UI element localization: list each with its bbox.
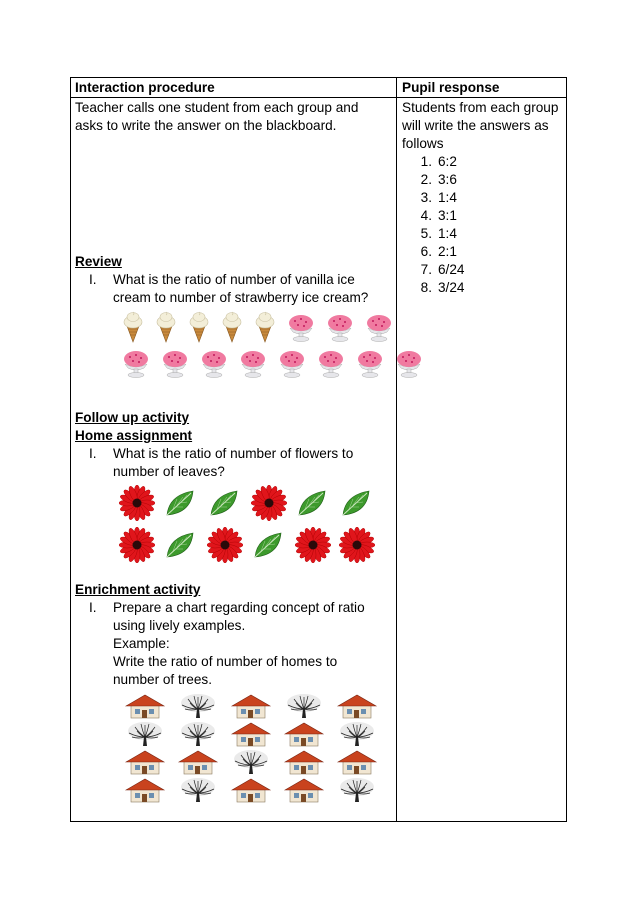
review-heading: Review <box>75 254 122 269</box>
answer-item <box>402 171 564 189</box>
response-line: Students from each group <box>402 100 559 115</box>
answer-value: 3:6 <box>438 172 457 187</box>
intro-line: Teacher calls one student from each group and <box>75 100 359 115</box>
answer-number: 7. <box>420 262 432 277</box>
home-assignment-heading: Home assignment <box>75 428 193 443</box>
answer-value: 1:4 <box>438 190 457 205</box>
house-icon <box>282 777 326 803</box>
answer-number: 2. <box>420 172 432 187</box>
answer-value: 3:1 <box>438 208 457 223</box>
homes-trees-row <box>123 693 390 719</box>
review-question-line: What is the ratio of number of vanilla ice <box>113 272 355 287</box>
answer-item <box>402 279 564 297</box>
answer-item <box>402 189 564 207</box>
flower-icon <box>295 527 331 563</box>
review-question-line: cream to number of strawberry ice cream? <box>113 290 369 305</box>
column-divider <box>396 78 397 821</box>
lesson-table <box>70 77 567 822</box>
answer-item <box>402 207 564 225</box>
intro-line: asks to write the answer on the blackboard. <box>75 118 337 133</box>
house-icon <box>123 777 167 803</box>
header-interaction-procedure: Interaction procedure <box>75 80 215 95</box>
interaction-column <box>75 99 390 805</box>
icecream-row-1 <box>119 311 390 343</box>
review-question-number: I. <box>89 272 97 287</box>
house-icon <box>282 721 326 747</box>
vanilla-cone-icon <box>152 311 180 343</box>
enrichment-line: using lively examples. <box>113 618 246 633</box>
flower-row-1 <box>119 485 390 521</box>
flower-icon <box>119 527 155 563</box>
enrichment-task-number: I. <box>89 600 97 615</box>
answer-value: 1:4 <box>438 226 457 241</box>
homes-trees-grid <box>75 693 390 803</box>
home-question-number: I. <box>89 446 97 461</box>
strawberry-cup-icon <box>314 347 348 379</box>
tree-icon <box>176 777 220 803</box>
tree-icon <box>176 721 220 747</box>
house-icon <box>335 693 379 719</box>
icecream-row-2 <box>119 347 390 379</box>
house-icon <box>335 749 379 775</box>
answer-item <box>402 261 564 279</box>
strawberry-cup-icon <box>158 347 192 379</box>
enrichment-line: Write the ratio of number of homes to <box>113 654 338 669</box>
enrichment-heading: Enrichment activity <box>75 582 201 597</box>
answer-item <box>402 243 564 261</box>
answer-number: 6. <box>420 244 432 259</box>
leaf-icon <box>207 485 243 521</box>
tree-icon <box>335 777 379 803</box>
house-icon <box>229 777 273 803</box>
enrichment-line: Example: <box>113 636 170 651</box>
tree-icon <box>176 693 220 719</box>
enrichment-task <box>75 599 390 689</box>
header-divider <box>71 97 566 98</box>
vanilla-cone-icon <box>119 311 147 343</box>
tree-icon <box>229 749 273 775</box>
home-question-line: What is the ratio of number of flowers to <box>113 446 354 461</box>
house-icon <box>282 749 326 775</box>
vanilla-cone-icon <box>218 311 246 343</box>
review-question <box>75 271 390 307</box>
strawberry-cup-icon <box>284 311 318 343</box>
leaf-icon <box>163 485 199 521</box>
enrichment-line: number of trees. <box>113 672 212 687</box>
answer-value: 6/24 <box>438 262 465 277</box>
leaf-icon <box>163 527 199 563</box>
vanilla-cone-icon <box>251 311 279 343</box>
tree-icon <box>335 721 379 747</box>
house-icon <box>229 693 273 719</box>
home-question-line: number of leaves? <box>113 464 225 479</box>
home-question <box>75 445 390 481</box>
answer-number: 5. <box>420 226 432 241</box>
strawberry-cup-icon <box>236 347 270 379</box>
leaf-icon <box>251 527 287 563</box>
homes-trees-row <box>123 777 390 803</box>
house-icon <box>123 749 167 775</box>
answer-value: 3/24 <box>438 280 465 295</box>
strawberry-cup-icon <box>275 347 309 379</box>
enrichment-line: Prepare a chart regarding concept of ratio <box>113 600 365 615</box>
flower-icon <box>119 485 155 521</box>
answer-number: 8. <box>420 280 432 295</box>
strawberry-cup-icon <box>392 347 426 379</box>
homes-trees-row <box>123 749 390 775</box>
flower-icon <box>339 527 375 563</box>
flower-icon <box>251 485 287 521</box>
answer-value: 2:1 <box>438 244 457 259</box>
tree-icon <box>282 693 326 719</box>
answer-value: 6:2 <box>438 154 457 169</box>
header-pupil-response: Pupil response <box>402 80 500 95</box>
answer-number: 1. <box>420 154 432 169</box>
answer-item <box>402 225 564 243</box>
leaf-icon <box>295 485 331 521</box>
response-line: will write the answers as <box>402 118 549 133</box>
flower-icon <box>207 527 243 563</box>
vanilla-cone-icon <box>185 311 213 343</box>
strawberry-cup-icon <box>353 347 387 379</box>
answer-item <box>402 153 564 171</box>
strawberry-cup-icon <box>362 311 396 343</box>
answer-list <box>402 153 564 297</box>
house-icon <box>229 721 273 747</box>
house-icon <box>176 749 220 775</box>
strawberry-cup-icon <box>197 347 231 379</box>
pupil-response-column <box>402 99 564 297</box>
house-icon <box>123 693 167 719</box>
homes-trees-row <box>123 721 390 747</box>
followup-heading: Follow up activity <box>75 410 190 425</box>
answer-number: 3. <box>420 190 432 205</box>
leaf-icon <box>339 485 375 521</box>
answer-number: 4. <box>420 208 432 223</box>
tree-icon <box>123 721 167 747</box>
strawberry-cup-icon <box>323 311 357 343</box>
response-line: follows <box>402 136 444 151</box>
flower-row-2 <box>119 527 390 563</box>
strawberry-cup-icon <box>119 347 153 379</box>
